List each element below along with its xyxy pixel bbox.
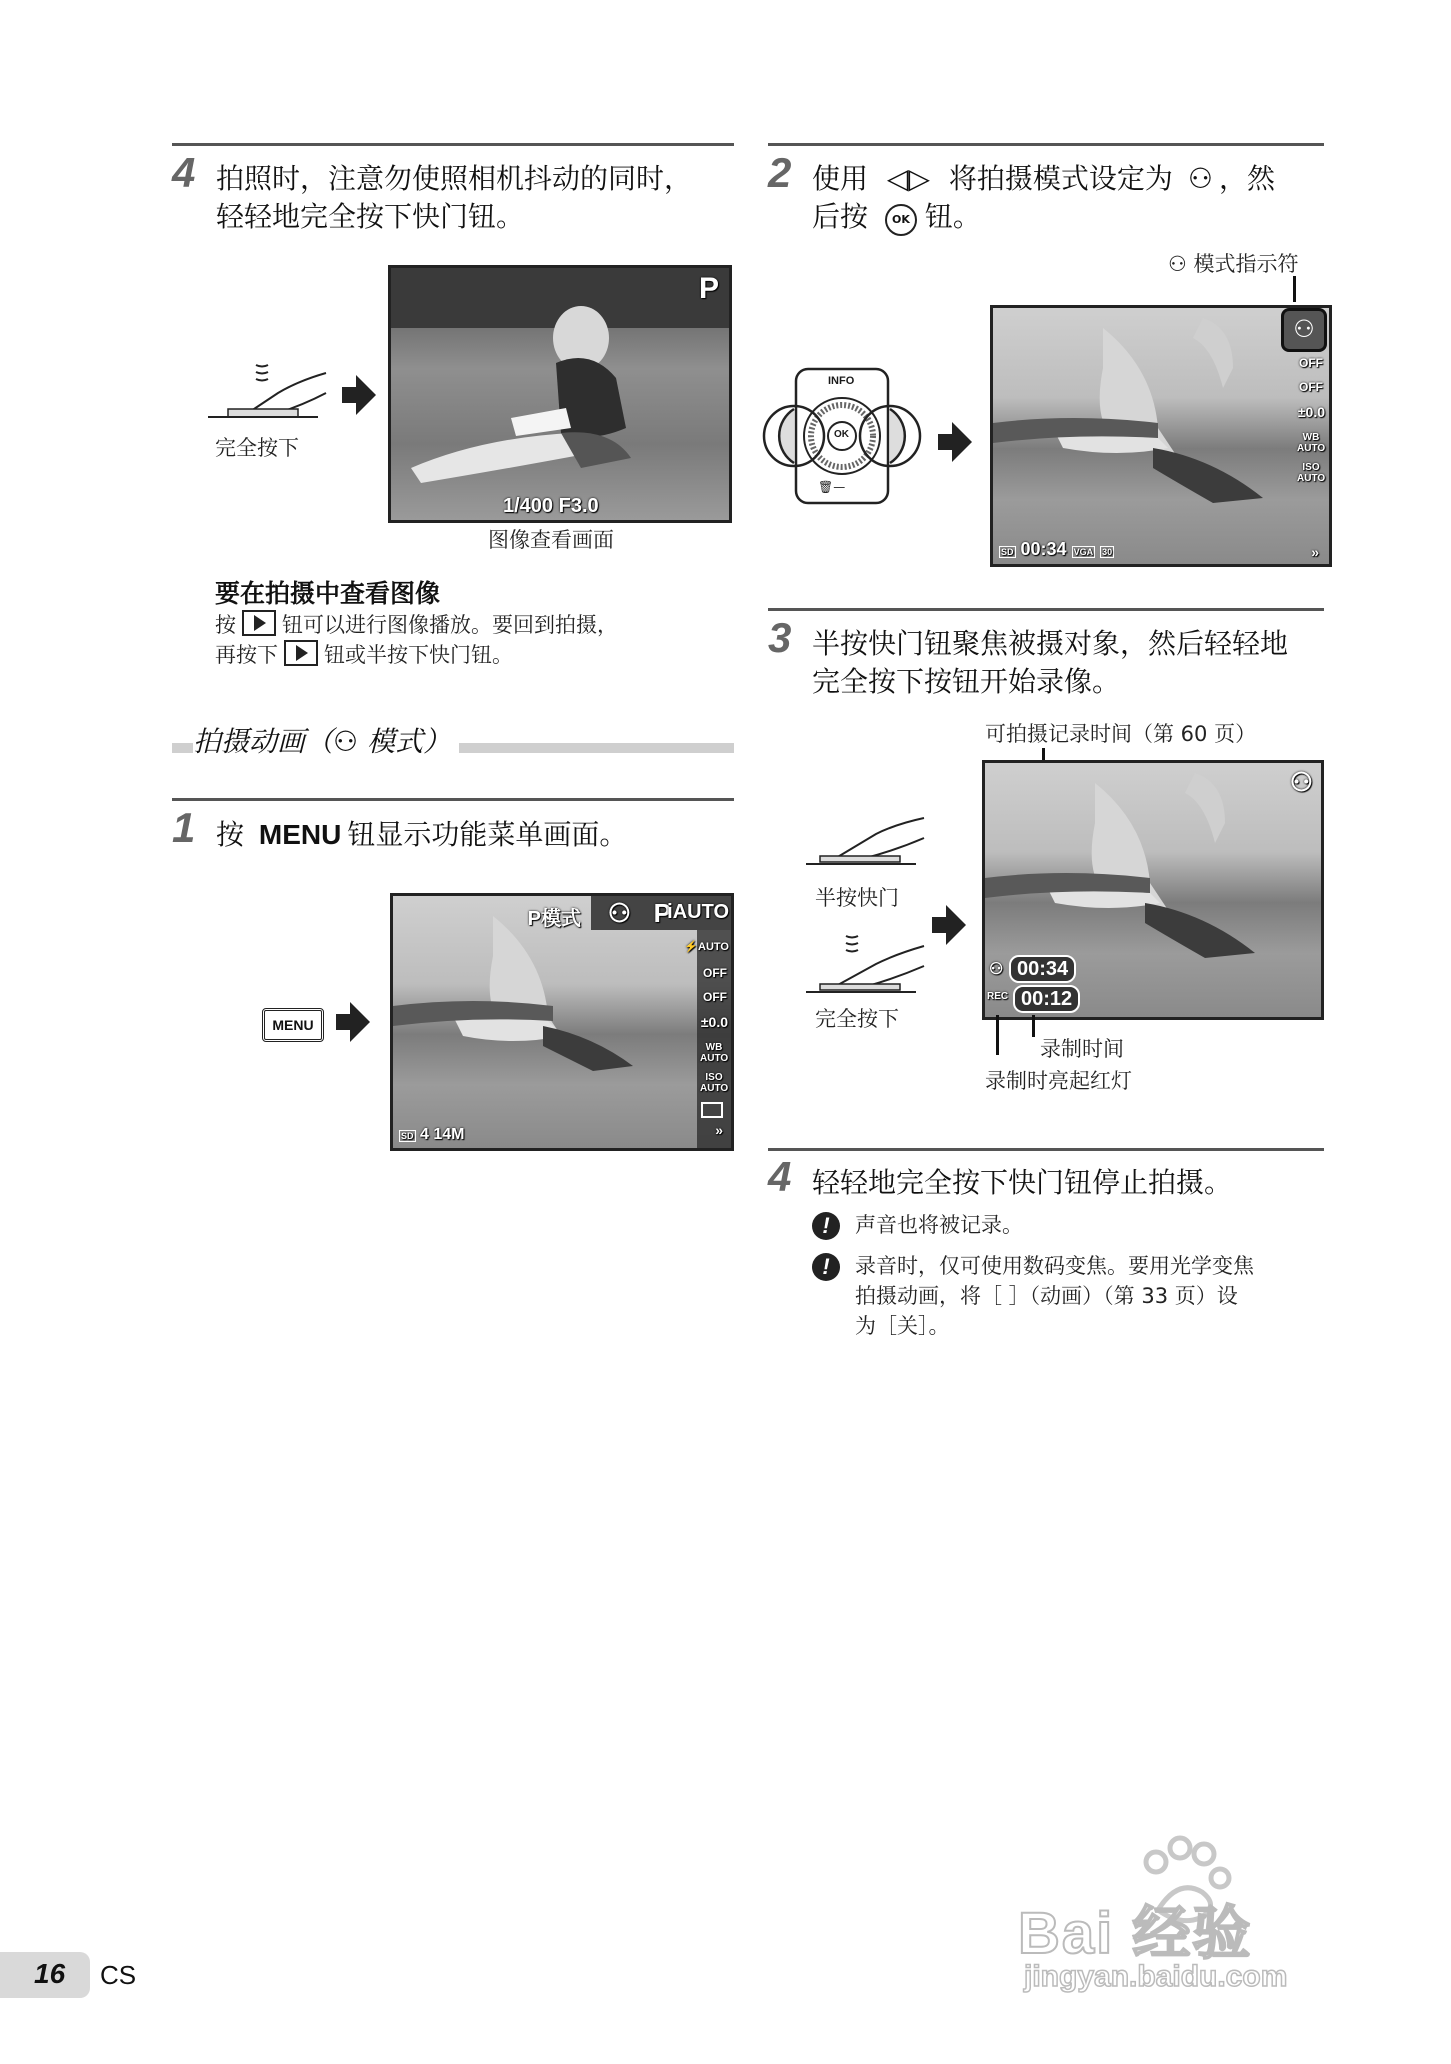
- note2-line2: 拍摄动画，将［ ］（动画）（第 33 页）设: [855, 1284, 1238, 1308]
- image-size-icon[interactable]: [701, 1102, 723, 1118]
- movie-bottom-info: [999, 539, 1114, 560]
- iso-icon[interactable]: ISO AUTO: [700, 1072, 729, 1094]
- rec-indicator: REC: [987, 991, 1009, 1002]
- tip-line1: [215, 610, 735, 640]
- sd-card-icon: SD: [401, 1131, 414, 1141]
- movie-mode-tab-icon[interactable]: ⚇: [607, 898, 631, 928]
- more-icon-2: »: [1311, 544, 1319, 560]
- arrow-right-head: [356, 375, 376, 415]
- caution-icon: !: [812, 1212, 840, 1240]
- sd-card-icon-2: SD: [1001, 547, 1014, 557]
- tip-line2-a: 再按下: [215, 643, 278, 667]
- playback-screen: [388, 265, 732, 523]
- watermark-url: jingyan.baidu.com: [1024, 1960, 1288, 1993]
- self-timer-off-icon-2: OFF: [1299, 380, 1323, 394]
- tip-line1-a: 按: [215, 613, 236, 637]
- movie-mode-indicator-icon: ⚇: [1168, 252, 1187, 276]
- step4-left-text: [216, 160, 736, 236]
- fps-icon: 30: [1102, 547, 1113, 557]
- rec-time-callout-line: [1032, 1015, 1035, 1037]
- mode-label: P模式: [527, 908, 581, 930]
- full-press-illustration-2: [806, 928, 926, 998]
- step1-text-menu: MENU: [258, 819, 342, 850]
- menu-button: MENU: [262, 1008, 324, 1042]
- ok-button-icon: OK: [885, 204, 917, 236]
- note2-line1: 录音时，仅可使用数码变焦。要用光学变焦: [855, 1254, 1254, 1278]
- section-heading-b: 模式）: [358, 725, 452, 758]
- step4-right-text: 轻轻地完全按下快门钮停止拍摄。: [812, 1166, 1233, 1199]
- full-press-label: 完全按下: [215, 436, 299, 460]
- note2-line3: 为［关］。: [855, 1314, 950, 1338]
- program-mode-tab[interactable]: P: [653, 898, 671, 928]
- step2-rule: [768, 143, 1324, 146]
- arrow-right-head-3: [952, 422, 972, 462]
- section-heading-a: 拍摄动画（: [193, 725, 334, 758]
- playback-screen-caption: 图像查看画面: [488, 528, 614, 552]
- step2-line2-a: 后按: [812, 200, 869, 233]
- self-timer-off-icon[interactable]: OFF: [703, 990, 727, 1004]
- step2-line2: [812, 198, 1324, 236]
- caution-icon-2: !: [812, 1253, 840, 1281]
- movie-mode-screen: [990, 305, 1332, 567]
- step2-text: [812, 160, 1324, 236]
- step4-left-number: 4: [172, 149, 196, 196]
- step1-number: 1: [172, 804, 196, 851]
- seagull-photo: [393, 896, 731, 1148]
- note2: [855, 1251, 1325, 1341]
- exposure-compensation-icon-2: ±0.0: [1297, 404, 1325, 420]
- tip-line1-b: 钮可以进行图像播放。要回到拍摄，: [282, 613, 618, 637]
- half-press-illustration: [806, 812, 926, 868]
- arrow-right-head-4: [946, 905, 966, 945]
- step3-rule: [768, 608, 1324, 611]
- playback-button-icon-2: [284, 640, 318, 666]
- girl-reading-photo: [391, 268, 729, 520]
- section-heading: [193, 720, 459, 760]
- mode-indicator-label-text: 模式指示符: [1193, 252, 1299, 276]
- movie-available-time: 00:34: [1020, 539, 1067, 559]
- recording-screen: [982, 760, 1324, 1020]
- tip-body: [215, 610, 735, 670]
- step3-line2: 完全按下按钮开始录像。: [812, 665, 1121, 698]
- movie-mode-indicator-2: ⚇: [1289, 767, 1313, 797]
- exposure-readout: 1/400 F3.0: [503, 495, 599, 517]
- ok-dial-center-label: OK: [834, 429, 849, 440]
- half-press-label: 半按快门: [815, 886, 899, 910]
- function-menu-screen: [390, 893, 734, 1151]
- step4-right-rule: [768, 1148, 1324, 1151]
- page-number: 16: [34, 1958, 66, 1989]
- mode-indicator-callout-line: [1293, 276, 1296, 302]
- note1: 声音也将被记录。: [855, 1213, 1023, 1237]
- watermark-brand: Bai 经验: [1018, 1901, 1253, 1966]
- arrow-right-head-2: [350, 1002, 370, 1042]
- step4-left-line1: 拍照时，注意勿使照相机抖动的同时，: [216, 162, 693, 195]
- movie-mode-icon: ⚇: [333, 725, 359, 758]
- full-press-illustration: [208, 355, 328, 425]
- step4-left-rule: [172, 143, 734, 146]
- step2-text-c: ，然: [1218, 162, 1275, 195]
- seagull-photo-2: [993, 308, 1329, 564]
- flash-auto-icon[interactable]: ⚡AUTO: [684, 941, 729, 953]
- recording-time-readout: 00:12: [1013, 985, 1080, 1013]
- shooting-mode-indicator: P: [698, 272, 719, 305]
- tip-line2-b: 钮或半按下快门钮。: [324, 643, 513, 667]
- mode-indicator-label: [1168, 248, 1299, 278]
- step2-text-a: 使用: [812, 162, 869, 195]
- remaining-time-icon: ⚇: [989, 961, 1004, 978]
- step2-line1: [812, 160, 1324, 198]
- step1-rule: [172, 798, 734, 801]
- available-time-callout: 可拍摄记录时间（第 60 页）: [985, 722, 1257, 746]
- step1-text-b: 钮显示功能菜单画面。: [347, 818, 628, 851]
- sd-bottom-info: 4 14M: [419, 1126, 465, 1143]
- iso-icon-2: ISO AUTO: [1297, 462, 1326, 484]
- sd-card-info: [399, 1126, 464, 1144]
- svg-text:🗑︎—: 🗑︎—: [818, 480, 846, 494]
- step1-text-a: 按: [216, 818, 245, 851]
- rec-light-callout-line: [996, 1015, 999, 1055]
- white-balance-icon-2: WB AUTO: [1297, 432, 1326, 454]
- step2-text-b: 将拍摄模式设定为: [948, 162, 1173, 195]
- white-balance-icon[interactable]: WB AUTO: [700, 1042, 729, 1064]
- full-press-label-2: 完全按下: [815, 1007, 899, 1031]
- more-menu-icon[interactable]: »: [715, 1122, 723, 1138]
- control-dial-illustration: [762, 367, 922, 505]
- step3-text: [812, 625, 1324, 701]
- step2-number: 2: [768, 149, 792, 196]
- step4-right-number: 4: [768, 1153, 792, 1200]
- left-right-arrows-icon: ◁▷: [886, 162, 930, 195]
- movie-mode-icon-2: ⚇: [1187, 162, 1213, 195]
- exposure-compensation-icon[interactable]: ±0.0: [700, 1014, 728, 1030]
- info-button-label: INFO: [828, 375, 855, 387]
- iauto-mode-tab[interactable]: iAUTO: [667, 901, 729, 923]
- playback-button-icon: [242, 610, 276, 636]
- tip-heading: 要在拍摄中查看图像: [215, 579, 441, 608]
- step3-line1: 半按快门钮聚焦被摄对象，然后轻轻地: [812, 627, 1289, 660]
- step4-left-line2: 轻轻地完全按下快门钮。: [216, 200, 525, 233]
- language-code: CS: [100, 1960, 137, 1990]
- recording-time-callout: 录制时间: [1040, 1037, 1124, 1061]
- tip-line2: [215, 640, 735, 670]
- movie-mode-indicator: ⚇: [1281, 308, 1327, 352]
- remaining-time-readout: 00:34: [1009, 955, 1076, 983]
- step2-line2-b: 钮。: [924, 200, 981, 233]
- step3-number: 3: [768, 614, 792, 661]
- recording-light-callout: 录制时亮起红灯: [985, 1069, 1132, 1093]
- vga-icon: VGA: [1073, 547, 1094, 557]
- macro-off-icon[interactable]: OFF: [703, 966, 727, 980]
- step1-text: [216, 816, 627, 854]
- macro-off-icon-2: OFF: [1299, 356, 1323, 370]
